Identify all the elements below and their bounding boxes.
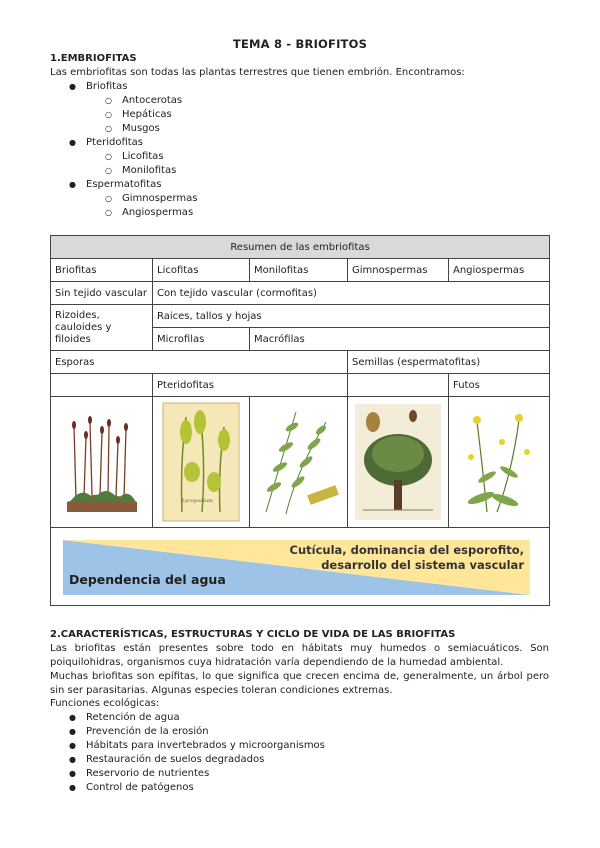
list-item: ● Retención de agua: [69, 712, 180, 723]
bullet-icon: ●: [69, 713, 76, 722]
cell-raices: Raices, tallos y hojas: [153, 305, 550, 328]
circle-bullet-icon: ○: [105, 208, 112, 217]
intro-text: Las embriofitas son todas las plantas terrestres que tienen embrión. Encontramos:: [50, 67, 465, 78]
list-item: ● Reservorio de nutrientes: [69, 768, 210, 779]
cell-pteridofitas: Pteridofitas: [153, 374, 348, 397]
fern-illustration: [250, 397, 348, 528]
list-item: ● Hábitats para invertebrados y microorganismos: [69, 740, 325, 751]
cell-no-vascular: Sin tejido vascular: [51, 282, 153, 305]
list-item: ○ Monilofitas: [105, 165, 177, 176]
bullet-icon: ●: [69, 741, 76, 750]
list-item: ● Briofitas ○ Antocerotas ○ Hepáticas ○ Musgos: [50, 80, 197, 136]
circle-bullet-icon: ○: [105, 96, 112, 105]
cell-frutos: Futos: [449, 374, 550, 397]
list-item: ● Prevención de la erosión: [69, 726, 209, 737]
cell-rizoides: Rizoides, cauloides y filoides: [51, 305, 153, 351]
section-heading-caracteristicas: 2.CARACTERÍSTICAS, ESTRUCTURAS Y CICLO DE VIDA DE LAS BRIOFITAS: [50, 629, 456, 640]
circle-bullet-icon: ○: [105, 124, 112, 133]
table-caption: Resumen de las embriofitas: [51, 236, 550, 259]
list-item: ● Pteridofitas ○ Licofitas ○ Monilofitas: [50, 136, 197, 178]
gradient-diagram: [51, 528, 550, 606]
bullet-icon: ●: [69, 783, 76, 792]
bullet-icon: ●: [69, 138, 76, 147]
col-header-gimnospermas: Gimnospermas: [348, 259, 449, 282]
circle-bullet-icon: ○: [105, 194, 112, 203]
bullet-icon: ●: [69, 180, 76, 189]
bullet-icon: ●: [69, 82, 76, 91]
list-item: ○ Musgos: [105, 123, 160, 134]
list-item: ○ Angiospermas: [105, 207, 194, 218]
cell-microfilas: Microfilas: [153, 328, 250, 351]
list-item: ● Control de patógenos: [69, 782, 194, 793]
list-item: ○ Antocerotas: [105, 95, 183, 106]
list-item: ● Restauración de suelos degradados: [69, 754, 265, 765]
col-header-angiospermas: Angiospermas: [449, 259, 550, 282]
cell-empty: [348, 374, 449, 397]
list-item: ○ Hepáticas: [105, 109, 172, 120]
gradient-top-label: Cutícula, dominancia del esporofito, desarrollo del sistema vascular: [289, 543, 524, 572]
circle-bullet-icon: ○: [105, 166, 112, 175]
svg-text:Lycopodium: Lycopodium: [182, 498, 213, 504]
bullet-icon: ●: [69, 755, 76, 764]
summary-table: [50, 235, 550, 606]
circle-bullet-icon: ○: [105, 152, 112, 161]
cell-empty: [51, 374, 153, 397]
list-item: ○ Licofitas: [105, 151, 164, 162]
embriofitas-list: [50, 80, 197, 220]
cell-vascular: Con tejido vascular (cormofitas): [153, 282, 550, 305]
functions-list: [50, 711, 325, 795]
conifer-illustration: [348, 397, 449, 528]
cell-macrofilas: Macrófilas: [250, 328, 550, 351]
circle-bullet-icon: ○: [105, 110, 112, 119]
paragraph-epifitas: Muchas briofitas son epífitas, lo que significa que crecen encima de, generalmente, un árbol pero sin ser parasitarias. Algunas especies toleran condiciones extremas.: [50, 671, 549, 696]
bullet-icon: ●: [69, 727, 76, 736]
page-title: TEMA 8 - BRIOFITOS: [232, 37, 368, 51]
moss-illustration: [51, 397, 153, 528]
bullet-icon: ●: [69, 769, 76, 778]
col-header-licofitas: Licofitas: [153, 259, 250, 282]
list-item: ○ Gimnospermas: [105, 193, 198, 204]
gradient-bottom-label: Dependencia del agua: [69, 572, 226, 587]
col-header-briofitas: Briofitas: [51, 259, 153, 282]
lycophyte-illustration: [153, 397, 250, 528]
paragraph-habitats: Las briofitas están presentes sobre todo en hábitats muy humedos o semiacuáticos. Son poiquilohidras, organismos cuya hidratación varía dependiendo de la humedad ambiental.: [50, 643, 549, 668]
cell-esporas: Esporas: [51, 351, 348, 374]
section-heading-embriofitas: 1.EMBRIOFITAS: [50, 53, 137, 64]
list-item: ● Espermatofitas ○ Gimnospermas ○ Angiospermas: [69, 179, 198, 218]
cell-semillas: Semillas (espermatofitas): [348, 351, 550, 374]
flowering-plant-illustration: [449, 397, 550, 528]
col-header-monilofitas: Monilofitas: [250, 259, 348, 282]
paragraph-funciones: Funciones ecológicas:: [50, 698, 160, 709]
